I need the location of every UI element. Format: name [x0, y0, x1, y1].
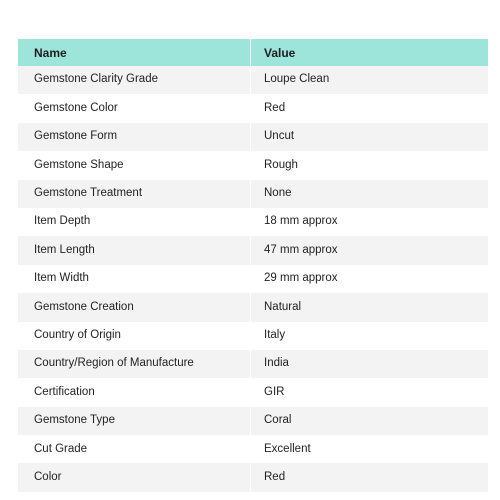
- row-name-cell: Gemstone Type: [18, 407, 251, 435]
- row-value-cell: 18 mm approx: [251, 208, 489, 236]
- row-name-cell: Item Length: [18, 236, 251, 264]
- row-name-cell: Gemstone Form: [18, 123, 251, 151]
- row-name-cell: Item Depth: [18, 208, 251, 236]
- table-row: [18, 265, 488, 293]
- row-name-cell: Gemstone Clarity Grade: [18, 66, 251, 94]
- row-value-cell: Rough: [251, 151, 489, 179]
- row-value-cell: Coral: [251, 407, 489, 435]
- column-header-name: Name: [18, 39, 251, 66]
- row-name-cell: Gemstone Treatment: [18, 180, 251, 208]
- row-value-cell: India: [251, 350, 489, 378]
- row-name-cell: Gemstone Creation: [18, 293, 251, 321]
- row-value-cell: Loupe Clean: [251, 66, 489, 94]
- table-row: [18, 236, 488, 264]
- row-value-cell: Red: [251, 463, 489, 491]
- row-name-cell: Certification: [18, 378, 251, 406]
- row-name-cell: Cut Grade: [18, 435, 251, 463]
- row-name-cell: Country of Origin: [18, 322, 251, 350]
- row-name-cell: Item Width: [18, 265, 251, 293]
- table-row: [18, 66, 488, 94]
- row-name-cell: Country/Region of Manufacture: [18, 350, 251, 378]
- table-row: [18, 208, 488, 236]
- table-header: [18, 39, 488, 66]
- row-name-cell: Gemstone Color: [18, 94, 251, 122]
- row-value-cell: 29 mm approx: [251, 265, 489, 293]
- table-row: [18, 378, 488, 406]
- column-header-value: Value: [251, 39, 489, 66]
- item-specifics-table: [18, 39, 488, 492]
- table-row: [18, 180, 488, 208]
- row-value-cell: Italy: [251, 322, 489, 350]
- table-row: [18, 94, 488, 122]
- table-row: [18, 350, 488, 378]
- row-value-cell: Excellent: [251, 435, 489, 463]
- table-row: [18, 123, 488, 151]
- row-value-cell: 47 mm approx: [251, 236, 489, 264]
- table-row: [18, 322, 488, 350]
- table-row: [18, 407, 488, 435]
- table-row: [18, 435, 488, 463]
- table-row: [18, 463, 488, 491]
- table-row: [18, 151, 488, 179]
- row-name-cell: Color: [18, 463, 251, 491]
- table-row: [18, 293, 488, 321]
- row-value-cell: Natural: [251, 293, 489, 321]
- row-value-cell: GIR: [251, 378, 489, 406]
- row-name-cell: Gemstone Shape: [18, 151, 251, 179]
- table-header-row: [18, 39, 488, 66]
- row-value-cell: None: [251, 180, 489, 208]
- row-value-cell: Uncut: [251, 123, 489, 151]
- table-body: [18, 66, 488, 492]
- row-value-cell: Red: [251, 94, 489, 122]
